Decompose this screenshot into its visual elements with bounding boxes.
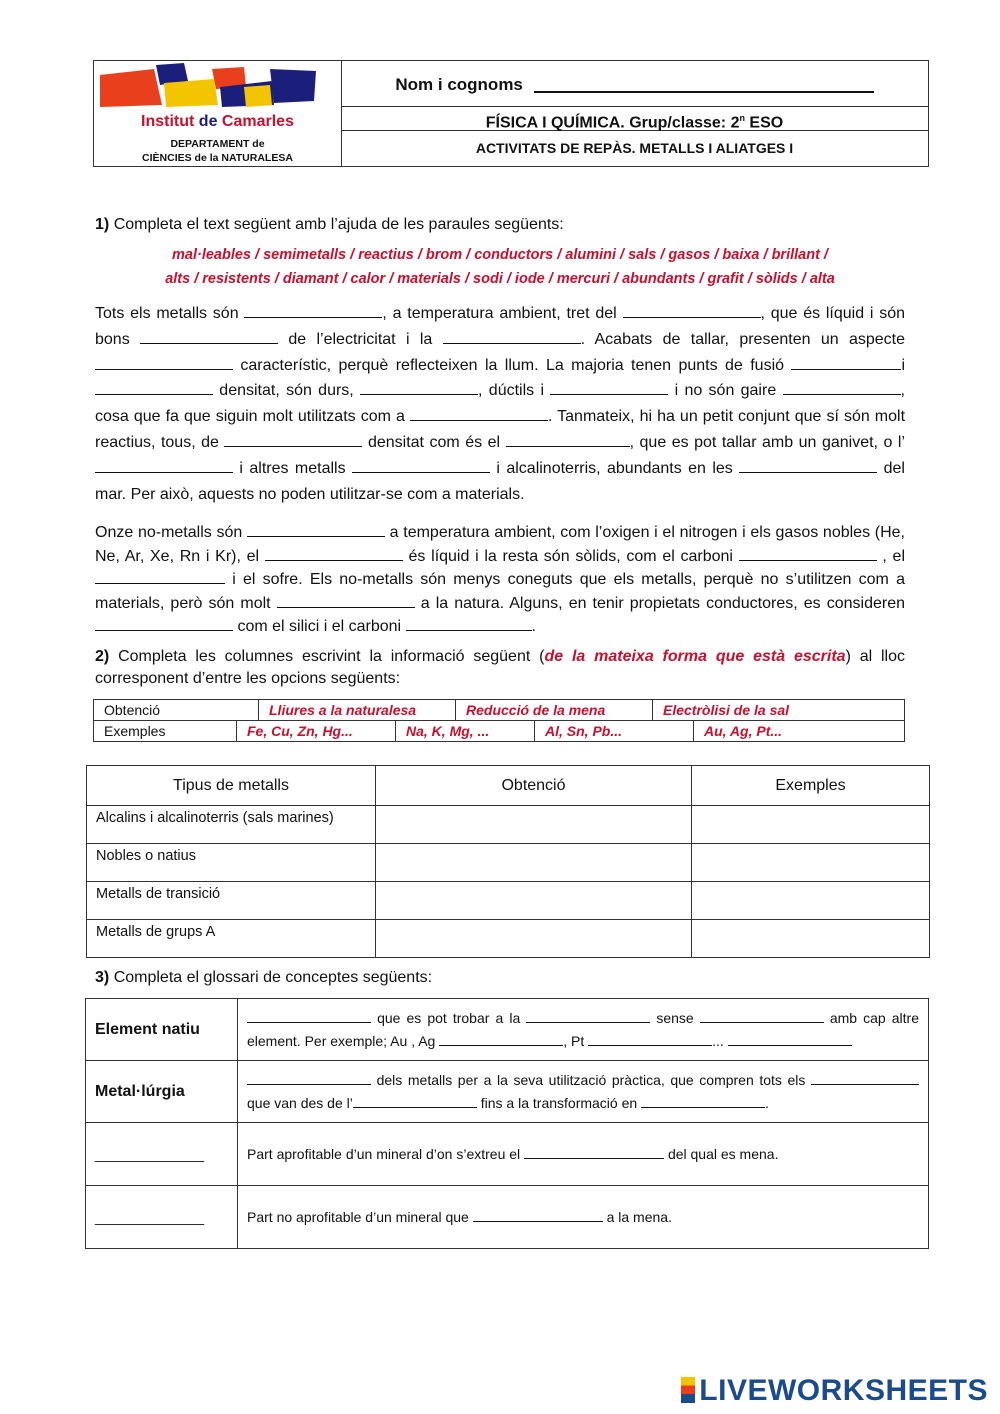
blank-input[interactable] <box>406 615 532 631</box>
blank-input[interactable] <box>95 354 233 370</box>
blank-input[interactable] <box>352 457 490 473</box>
blank-input[interactable] <box>739 545 877 561</box>
option-chip[interactable]: Lliures a la naturalesa <box>259 700 456 721</box>
blank-input[interactable] <box>783 379 901 395</box>
blank-input[interactable] <box>224 431 362 447</box>
table-row <box>87 806 930 844</box>
options-row-obtencio <box>94 700 905 721</box>
school-logo <box>94 61 342 166</box>
blank-input[interactable] <box>700 1009 824 1023</box>
glossary-term-blank[interactable]: ______________ <box>86 1186 238 1249</box>
blank-input[interactable] <box>244 302 382 318</box>
blank-input[interactable] <box>473 1208 603 1222</box>
blank-input[interactable] <box>95 615 233 631</box>
option-chip[interactable]: Al, Sn, Pb... <box>535 721 694 742</box>
glossary-term: Metal·lúrgia <box>86 1061 238 1123</box>
column-header: Exemples <box>692 766 930 806</box>
metals-table <box>86 765 930 958</box>
blank-input[interactable] <box>95 457 233 473</box>
liveworksheets-icon <box>681 1377 695 1403</box>
blank-input[interactable] <box>811 1071 919 1085</box>
blank-input[interactable] <box>506 431 630 447</box>
q1-paragraph-nonmetals: Onze no-metalls són a temperatura ambient, com l’oxigen i el nitrogen i els gasos nobles (He, Ne, Ar, Xe, Rn i Kr), el és líquid i la resta són sòlids, com el carboni , el i el sofre. Els no-metalls són menys coneguts que els metalls, perquè no s’utilitzen com a materials, però són molt a la natura. Alguns, en tenir propietats conductores, es consideren com el silici i el carboni . <box>95 521 905 639</box>
blank-input[interactable] <box>353 1094 477 1108</box>
column-header: Obtenció <box>376 766 692 806</box>
drop-cell-obtencio[interactable] <box>376 806 692 844</box>
blank-input[interactable] <box>739 457 877 473</box>
table-row <box>87 920 930 958</box>
option-chip[interactable]: Fe, Cu, Zn, Hg... <box>237 721 396 742</box>
drop-cell-exemples[interactable] <box>692 806 930 844</box>
blank-input[interactable] <box>360 379 478 395</box>
option-chip[interactable]: Au, Ag, Pt... <box>694 721 905 742</box>
drop-cell-exemples[interactable] <box>692 844 930 882</box>
blank-input[interactable] <box>439 1032 563 1046</box>
options-table-examples <box>93 720 905 742</box>
q3-prompt: 3) Completa el glossari de conceptes següents: <box>95 969 433 986</box>
blank-input[interactable] <box>247 1071 371 1085</box>
blank-input[interactable] <box>623 302 761 318</box>
blank-input[interactable] <box>265 545 403 561</box>
school-name: Institut de Camarles <box>141 113 294 130</box>
row-label: Metalls de transició <box>87 882 376 920</box>
name-label: Nom i cognoms <box>395 75 523 94</box>
options-table <box>93 699 905 721</box>
glossary-term: Element natiu <box>86 999 238 1061</box>
glossary-definition: que es pot trobar a la sense amb cap altre element. Per exemple; Au , Ag , Pt ... <box>238 999 929 1061</box>
blank-input[interactable] <box>550 379 668 395</box>
option-chip[interactable]: Electròlisi de la sal <box>653 700 905 721</box>
name-field[interactable] <box>534 73 874 93</box>
activity-title: ACTIVITATS DE REPÀS. METALLS I ALIATGES I <box>475 140 794 156</box>
drop-cell-obtencio[interactable] <box>376 844 692 882</box>
blank-input[interactable] <box>95 568 225 584</box>
glossary-definition: Part no aprofitable d’un mineral que a la mena. <box>238 1186 929 1249</box>
blank-input[interactable] <box>443 328 581 344</box>
options-row-exemples <box>94 721 905 742</box>
option-chip[interactable]: Reducció de la mena <box>456 700 653 721</box>
blank-input[interactable] <box>728 1032 852 1046</box>
header-box <box>93 60 929 167</box>
column-header: Tipus de metalls <box>87 766 376 806</box>
drop-cell-obtencio[interactable] <box>376 920 692 958</box>
q1-paragraph-metals: Tots els metalls són , a temperatura ambient, tret del , que és líquid i són bons de l’electricitat i la . Acabats de tallar, presenten un aspecte característic, perquè reflecteixen la llum. La majoria tenen punts de fusió i densitat, són durs, , dúctils i i no són gaire , cosa que fa que siguin molt utilitzats com a . Tanmateix, hi ha un petit conjunt que sí són molt reactius, tous, de densitat com és el , que es pot tallar amb un ganivet, o l’ i altres metalls i alcalinoterris, abundants en les del mar. Per això, aquests no poden utilitzar-se com a materials. <box>95 301 905 507</box>
drop-cell-exemples[interactable] <box>692 920 930 958</box>
glossary-table <box>85 998 929 1249</box>
blank-input[interactable] <box>247 521 385 537</box>
options-label: Exemples <box>94 721 237 742</box>
glossary-row <box>86 1061 929 1123</box>
q1-word-bank-line1: mal·leables / semimetalls / reactius / brom / conductors / alumini / sals / gasos / baixa / brillant / <box>172 247 828 263</box>
logo-graphic-icon <box>94 61 341 113</box>
glossary-definition: dels metalls per a la seva utilització pràctica, que compren tots els que van des de l’ fins a la transformació en . <box>238 1061 929 1123</box>
glossary-term-blank[interactable]: ______________ <box>86 1123 238 1186</box>
blank-input[interactable] <box>526 1009 650 1023</box>
blank-input[interactable] <box>524 1145 664 1159</box>
metals-table-header <box>87 766 930 806</box>
table-row <box>87 882 930 920</box>
blank-input[interactable] <box>140 328 278 344</box>
drop-cell-obtencio[interactable] <box>376 882 692 920</box>
subject-row: FÍSICA I QUÍMICA. Grup/classe: 2$^n$ ESO <box>341 106 928 131</box>
blank-input[interactable] <box>791 354 901 370</box>
blank-input[interactable] <box>641 1094 765 1108</box>
blank-input[interactable] <box>410 405 548 421</box>
option-chip[interactable]: Na, K, Mg, ... <box>396 721 535 742</box>
q2-prompt: 2) Completa les columnes escrivint la informació següent (de la mateixa forma que està escrita) al lloc corresponent d’entre les opcions següents: <box>95 648 906 687</box>
drop-cell-exemples[interactable] <box>692 882 930 920</box>
q1-prompt: 1) Completa el text següent amb l’ajuda de les paraules següents: <box>95 216 564 233</box>
table-row <box>87 844 930 882</box>
name-row <box>341 61 928 107</box>
blank-input[interactable] <box>277 592 415 608</box>
department-name: DEPARTAMENT de CIÈNCIES de la NATURALESA <box>142 138 293 164</box>
glossary-definition: Part aprofitable d’un mineral d’on s’extreu el del qual es mena. <box>238 1123 929 1186</box>
blank-input[interactable] <box>95 379 213 395</box>
row-label: Metalls de grups A <box>87 920 376 958</box>
row-label: Alcalins i alcalinoterris (sals marines) <box>87 806 376 844</box>
glossary-row <box>86 1186 929 1249</box>
options-label: Obtenció <box>94 700 259 721</box>
blank-input[interactable] <box>588 1032 712 1046</box>
row-label: Nobles o natius <box>87 844 376 882</box>
glossary-row <box>86 1123 929 1186</box>
blank-input[interactable] <box>247 1009 371 1023</box>
liveworksheets-logo: LIVEWORKSHEETS <box>681 1374 988 1408</box>
q1-word-bank-line2: alts / resistents / diamant / calor / materials / sodi / iode / mercuri / abundants / grafit / sòlids / alta <box>165 271 835 287</box>
glossary-row <box>86 999 929 1061</box>
